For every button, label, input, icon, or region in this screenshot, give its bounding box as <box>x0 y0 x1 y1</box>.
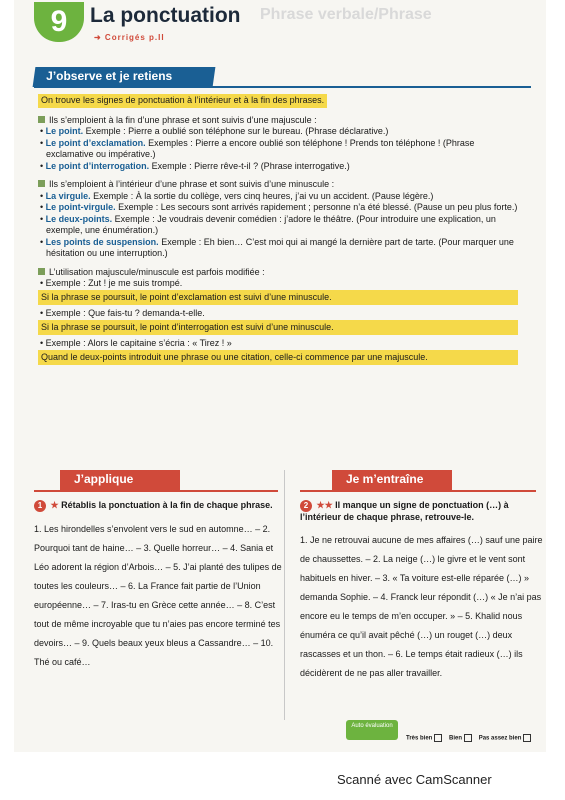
list-item: • Les points de suspension. Exemple : Eh bien… C’est moi qui ai mangé la dernière part de tarte. (Pour marquer une hésitation ou une interruption.) <box>40 236 514 258</box>
exercise-1 <box>34 500 284 672</box>
end-punctuation-block <box>38 115 518 173</box>
bleed-through-text: Phrase verbale/Phrase <box>260 6 432 23</box>
modified-block-lead: L’utilisation majuscule/minuscule est parfois modifiée : <box>49 266 265 277</box>
checkbox-not-good-enough[interactable] <box>523 734 531 742</box>
self-evaluation-levels: Très bien Bien Pas assez bien <box>406 734 536 742</box>
self-evaluation-badge: Auto évaluation <box>346 720 398 740</box>
textbook-page <box>14 0 546 752</box>
exercise-2-text: 1. Je ne retrouvai aucune de mes affaires (…) sauf une paire de chaussettes. – 2. La neige (…) le givre et le vent sont habituels en hiver. – 3. « Ta voiture est-elle réparée (…) » demanda Sophie. – 4. Franck leur répondit (…) « Je n’ai pas encore eu le temps de m’en occuper. » – 5. Khalid nous énuméra ce qu’il avait pêché (…) un rouget (…) deux rascasses et un thon. – 6. Le temps était radieux (…) ils décidèrent de ne pas aller travailler. <box>300 535 543 678</box>
exercise-number-badge: 2 <box>300 500 312 512</box>
list-item: • Exemple : Que fais-tu ? demanda-t-elle. <box>40 308 205 318</box>
observe-content <box>38 94 518 365</box>
list-item: • Le point d’interrogation. Exemple : Pierre rêve-t-il ? (Phrase interrogative.) <box>40 160 350 171</box>
practice-heading: Je m’entraîne <box>332 470 452 490</box>
difficulty-star-icon: ★★ <box>316 500 333 510</box>
rule-highlight: Si la phrase se poursuit, le point d’exclamation est suivi d’une minuscule. <box>38 290 518 306</box>
list-item: • La virgule. Exemple : À la sortie du collège, vers cinq heures, j’ai vu un accident. (Pause légère.) <box>40 190 434 201</box>
page-title: La ponctuation <box>90 4 241 27</box>
scanner-watermark: Scanné avec CamScanner <box>337 772 492 787</box>
list-item: • Le point d’exclamation. Exemples : Pierre a encore oublié son téléphone ! Prends ton téléphone ! (Phrase exclamative ou impérative.) <box>40 137 475 159</box>
corrections-reference: ➜ Corrigés p.II <box>94 33 165 42</box>
bullet-square-icon <box>38 180 45 187</box>
list-item: • Le deux-points. Exemple : Je voudrais devenir comédien : j’adore le théâtre. (Pour introduire une explication, un exemple, une énumération.) <box>40 213 496 235</box>
column-divider <box>284 470 285 720</box>
inner-punctuation-block <box>38 179 518 260</box>
end-block-lead: Ils s’emploient à la fin d’une phrase et sont suivis d’une majuscule : <box>49 114 317 125</box>
bullet-square-icon <box>38 268 45 275</box>
exercise-1-text: 1. Les hirondelles s’envolent vers le sud en automne… – 2. Pourquoi tant de haine… – 3. Quelle horreur… – 4. Sania et Léo adorent la région d’Arbois… – 5. J’ai planté des tulipes de toutes les couleurs… – 6. La France fait partie de l’Union européenne… – 7. Iras-tu en Grèce cette année… – 8. C’est tout de même incroyable que tu n’aies pas encore terminé tes devoirs… – 9. Quels beaux yeux bleus a Cassandre… – 10. Thé ou café… <box>34 524 282 667</box>
rule-highlight: Quand le deux-points introduit une phrase ou une citation, celle-ci commence par une majuscule. <box>38 350 518 366</box>
list-item: • Exemple : Zut ! je me suis trompé. <box>40 278 183 288</box>
checkbox-good[interactable] <box>464 734 472 742</box>
chapter-number-badge: 9 <box>34 2 84 42</box>
exercise-2 <box>300 500 546 683</box>
modified-usage-block <box>38 267 518 366</box>
exercise-number-badge: 1 <box>34 500 46 512</box>
observe-heading: J’observe et je retiens <box>33 67 216 87</box>
checkbox-very-good[interactable] <box>434 734 442 742</box>
exercise-2-title: 2 ★★ Il manque un signe de ponctuation (…) à l’intérieur de chaque phrase, retrouve-le. <box>300 500 509 522</box>
bullet-square-icon <box>38 116 45 123</box>
exercise-1-title: 1 ★ Rétablis la ponctuation à la fin de chaque phrase. <box>34 500 284 512</box>
list-item: • Exemple : Alors le capitaine s’écria : « Tirez ! » <box>40 338 232 348</box>
intro-highlight: On trouve les signes de ponctuation à l’intérieur et à la fin des phrases. <box>38 94 327 108</box>
observe-divider <box>34 86 531 88</box>
difficulty-star-icon: ★ <box>50 500 59 510</box>
list-item: • Le point-virgule. Exemple : Les secours sont arrivés rapidement ; personne n’a été blessé. (Pause un peu plus forte.) <box>40 202 518 212</box>
practice-divider <box>300 490 536 492</box>
apply-heading: J’applique <box>60 470 180 490</box>
inner-block-lead: Ils s’emploient à l’intérieur d’une phrase et sont suivis d’une minuscule : <box>49 179 335 189</box>
list-item: • Le point. Exemple : Pierre a oublié son téléphone sur le bureau. (Phrase déclarative.) <box>40 126 389 136</box>
rule-highlight: Si la phrase se poursuit, le point d’interrogation est suivi d’une minuscule. <box>38 320 518 336</box>
apply-divider <box>34 490 278 492</box>
